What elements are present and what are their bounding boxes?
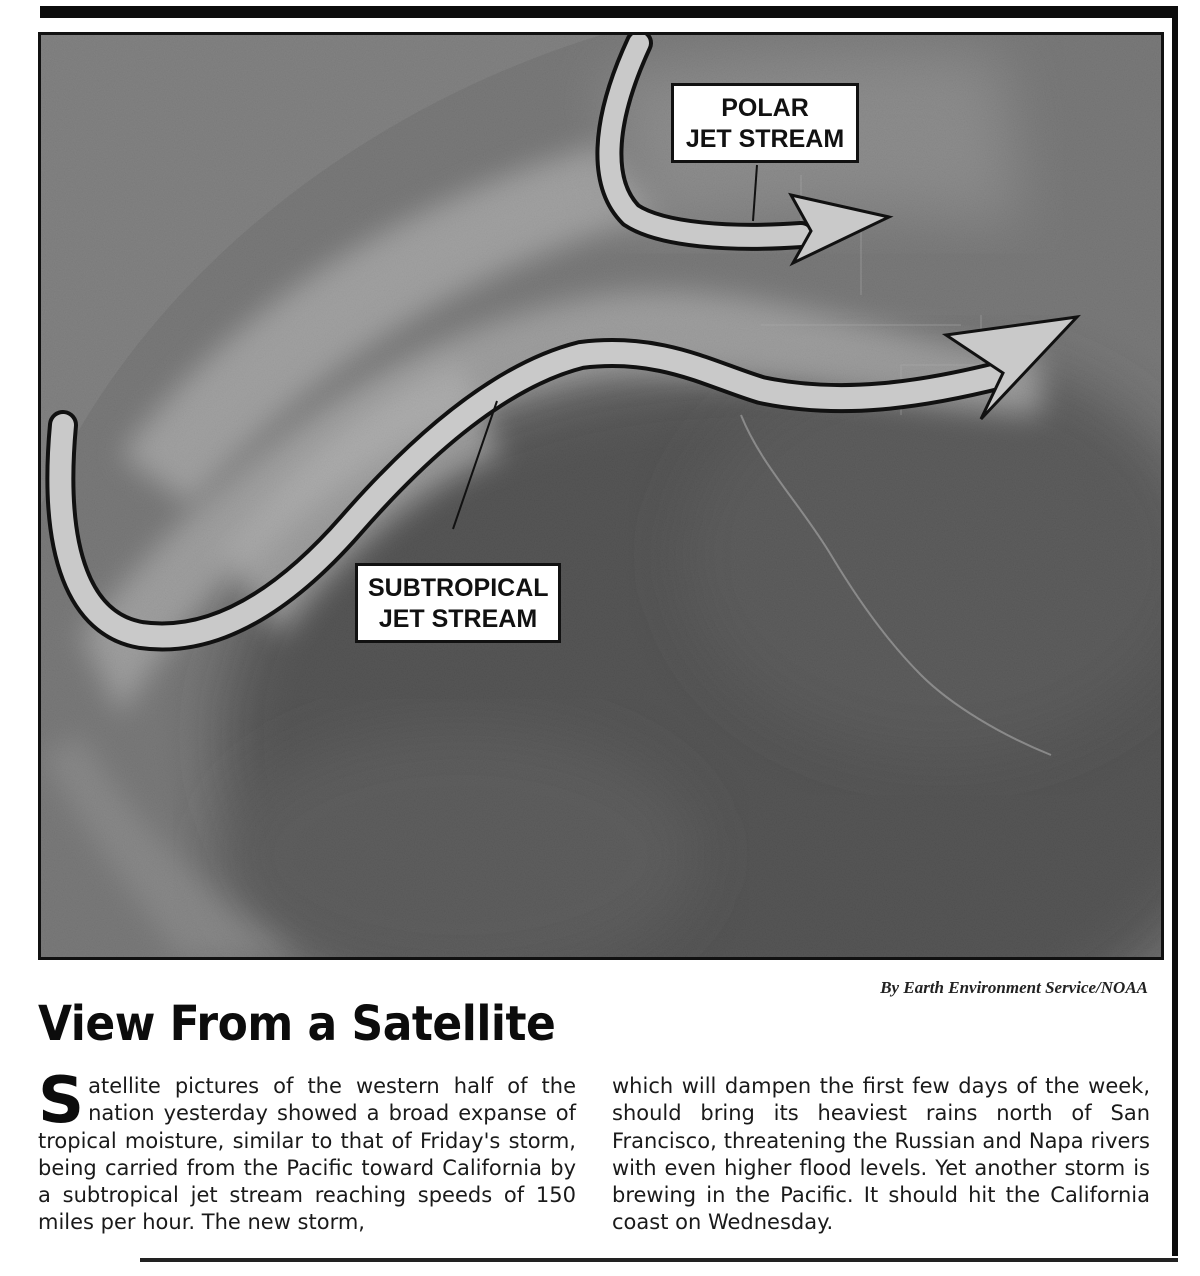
right-rule — [1172, 6, 1178, 1256]
subtropical-label-line2: JET STREAM — [378, 605, 538, 633]
photo-credit: By Earth Environment Service/NOAA — [880, 978, 1148, 997]
subtropical-jet-stream-label — [355, 563, 561, 643]
column-1-text: atellite pictures of the western half of the nation yesterday showed a broad expanse of tropical moisture, similar to that of Friday's storm, being carried from the Pacific toward California by a subtropical jet stream reaching speeds of 150 miles per hour. The new storm, — [38, 1074, 576, 1235]
satellite-photo — [38, 32, 1164, 960]
bottom-rule — [140, 1258, 1178, 1262]
polar-label-line1: POLAR — [721, 94, 809, 122]
drop-cap: S — [38, 1064, 85, 1138]
article-body — [38, 1064, 1150, 1237]
subtropical-label-line1: SUBTROPICAL — [368, 574, 549, 602]
satellite-image — [41, 35, 1161, 957]
headline: View From a Satellite — [38, 996, 556, 1053]
article-column-2: which will dampen the first few days of the week, should bring its heaviest rains north of San Francisco, threatening the Russian and Napa rivers with even higher flood levels. Yet another storm is brewing in the Pacific. It should hit the California coast on Wednesday. — [612, 1074, 1150, 1235]
polar-label-line2: JET STREAM — [685, 125, 845, 153]
article-column-1 — [38, 1064, 576, 1237]
top-rule — [40, 6, 1178, 18]
polar-jet-stream-label — [671, 83, 859, 163]
